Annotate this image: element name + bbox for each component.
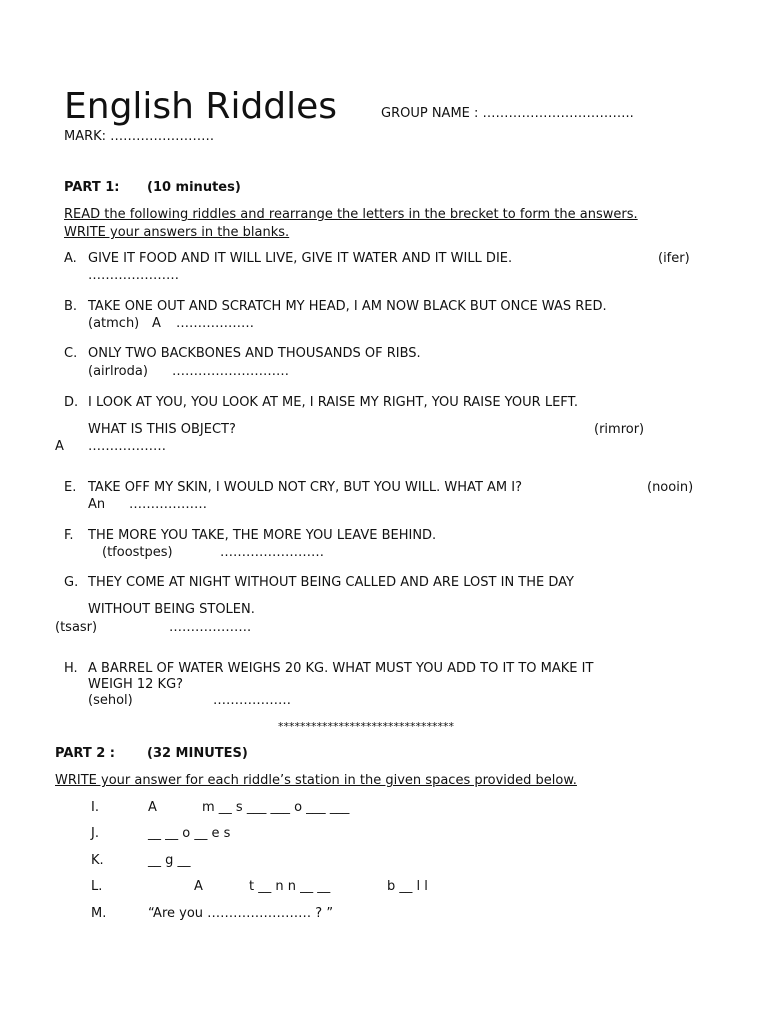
riddle-h-text-2: WEIGH 12 KG? (88, 677, 184, 692)
item-l-part-2: t __ n n __ __ (249, 879, 331, 894)
riddle-b-article: A (152, 316, 161, 331)
separator-stars: ******************************** (278, 720, 454, 733)
riddle-h-text: A BARREL OF WATER WEIGHS 20 KG. WHAT MUST YOU ADD TO IT TO MAKE IT (88, 661, 594, 676)
riddle-e-blank: ……………… (129, 497, 207, 512)
item-l-letter: L. (91, 879, 103, 894)
riddle-g-text: THEY COME AT NIGHT WITHOUT BEING CALLED AND ARE LOST IN THE DAY (88, 575, 574, 590)
riddle-a-letter: A. (64, 251, 77, 266)
item-k-part-1: __ g __ (148, 853, 191, 868)
riddle-c-clue: (airlroda) (88, 364, 148, 379)
riddle-a-text: GIVE IT FOOD AND IT WILL LIVE, GIVE IT WATER AND IT WILL DIE. (88, 251, 513, 266)
riddle-g-text-2: WITHOUT BEING STOLEN. (88, 602, 255, 617)
item-k-letter: K. (91, 853, 104, 868)
riddle-c-blank: ……………………… (172, 364, 289, 379)
riddle-f-letter: F. (64, 528, 74, 543)
riddle-d-article: A (55, 439, 64, 454)
riddle-d-text-2: WHAT IS THIS OBJECT? (88, 422, 236, 437)
riddle-e-clue: (nooin) (647, 480, 694, 495)
riddle-c-letter: C. (64, 346, 78, 361)
riddle-f-blank: …………………… (220, 545, 324, 560)
part1-instruction-1: READ the following riddles and rearrange the letters in the brecket to form the answers. (64, 207, 638, 222)
riddle-f-clue: (tfoostpes) (102, 545, 173, 560)
riddle-h-blank: ……………… (213, 693, 291, 708)
riddle-e-text: TAKE OFF MY SKIN, I WOULD NOT CRY, BUT YOU WILL. WHAT AM I? (88, 480, 522, 495)
riddle-g-blank: ………………. (169, 620, 252, 635)
mark-field: MARK: …………………… (64, 129, 215, 144)
riddle-b-letter: B. (64, 299, 78, 314)
riddle-d-blank: ……………… (88, 439, 166, 454)
riddle-b-text: TAKE ONE OUT AND SCRATCH MY HEAD, I AM NOW BLACK BUT ONCE WAS RED. (88, 299, 607, 314)
riddle-b-blank: ……………… (176, 316, 254, 331)
group-name-field: GROUP NAME : …………………………….. (381, 106, 634, 121)
item-l-part-1: A (194, 879, 203, 894)
riddle-d-text: I LOOK AT YOU, YOU LOOK AT ME, I RAISE MY RIGHT, YOU RAISE YOUR LEFT. (88, 395, 579, 410)
riddle-g-letter: G. (64, 575, 79, 590)
item-i-letter: I. (91, 800, 99, 815)
page-title: English Riddles (64, 86, 338, 127)
riddle-a-clue: (ifer) (658, 251, 690, 266)
part1-label: PART 1: (64, 180, 120, 195)
riddle-b-clue: (atmch) (88, 316, 140, 331)
riddle-h-letter: H. (64, 661, 78, 676)
item-i-part-2: m __ s ___ ___ o ___ ___ (202, 800, 350, 815)
item-l-part-3: b __ l l (387, 879, 428, 894)
riddle-e-article: An (88, 497, 106, 512)
item-i-part-1: A (148, 800, 157, 815)
riddle-f-text: THE MORE YOU TAKE, THE MORE YOU LEAVE BEHIND. (88, 528, 437, 543)
part1-instruction-2: WRITE your answers in the blanks. (64, 225, 290, 240)
riddle-c-text: ONLY TWO BACKBONES AND THOUSANDS OF RIBS. (88, 346, 421, 361)
part1-time: (10 minutes) (147, 180, 241, 195)
riddle-g-clue: (tsasr) (55, 620, 98, 635)
part2-time: (32 MINUTES) (147, 746, 248, 761)
riddle-d-clue: (rimror) (594, 422, 645, 437)
riddle-d-letter: D. (64, 395, 79, 410)
riddle-a-blank: ………………… (88, 268, 179, 283)
riddle-h-clue: (sehol) (88, 693, 133, 708)
item-j-letter: J. (91, 826, 99, 841)
part2-label: PART 2 : (55, 746, 115, 761)
riddle-e-letter: E. (64, 480, 77, 495)
item-m-letter: M. (91, 906, 107, 921)
item-m-part-1: “Are you …………………… ? ” (148, 906, 334, 921)
item-j-part-1: __ __ o __ e s (148, 826, 231, 841)
part2-instruction: WRITE your answer for each riddle’s station in the given spaces provided below. (55, 773, 577, 788)
